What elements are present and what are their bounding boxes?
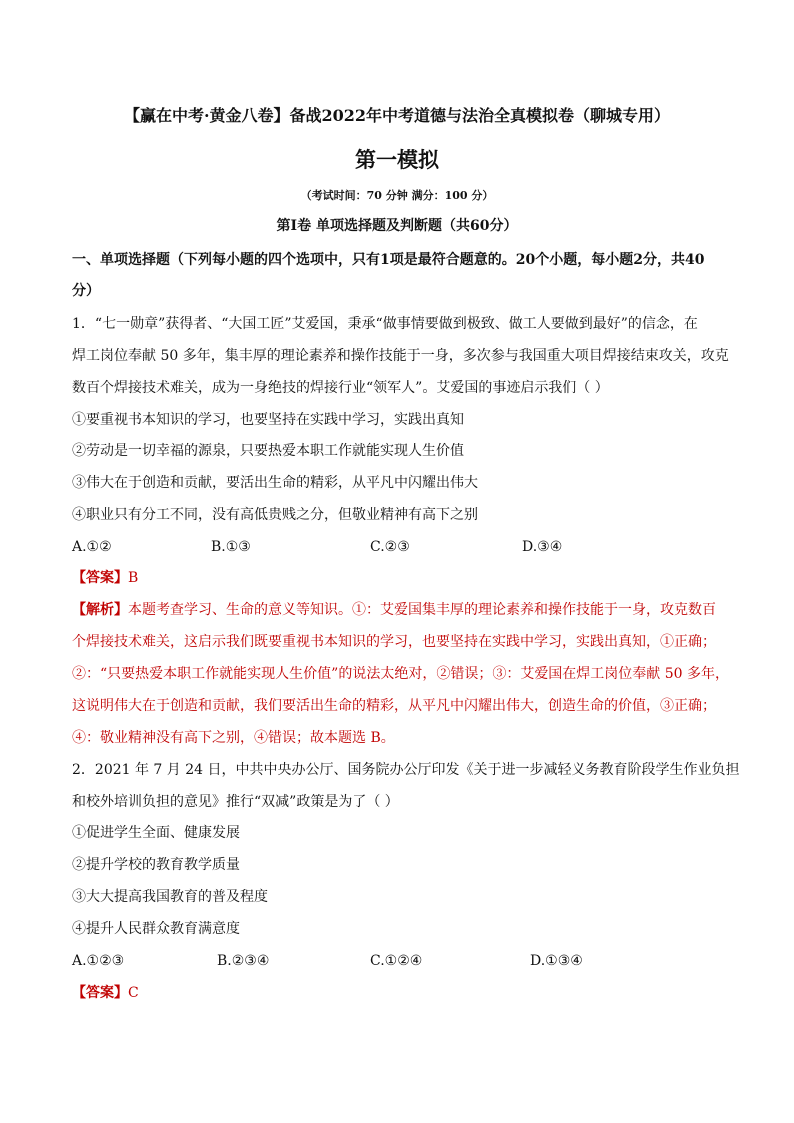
q1-answer-label: 【答案】: [72, 570, 128, 586]
q2-statement-3: ③大大提高我国教育的普及程度: [72, 889, 268, 905]
q2-statement-1: ①促进学生全面、健康发展: [72, 825, 240, 841]
q2-statement-4: ④提升人民群众教育满意度: [72, 921, 240, 937]
paper-subtitle: 第一模拟: [355, 147, 439, 172]
document-title: 【赢在中考·黄金八卷】备战2022年中考道德与法治全真模拟卷（聊城专用）: [123, 106, 671, 125]
q1-statement-3: ③伟大在于创造和贡献，要活出生命的精彩，从平凡中闪耀出伟大: [72, 475, 478, 491]
q2-statement-2: ②提升学校的教育教学质量: [72, 857, 240, 873]
q2-option-b: B.②③④: [217, 953, 270, 969]
q2-answer-label: 【答案】: [72, 985, 128, 1001]
q2-option-d: D.①③④: [530, 953, 583, 969]
q1-stem-line-3: 数百个焊接技术难关，成为一身绝技的焊接行业“领军人”。艾爱国的事迹启示我们（ ）: [72, 380, 609, 396]
q2-answer-value: C: [128, 985, 139, 1001]
q2-option-c: C.①②④: [370, 953, 423, 969]
q2-answer: [72, 983, 139, 1003]
q2-stem-line-1: 2．2021 年 7 月 24 日，中共中央办公厅、国务院办公厅印发《关于进一步减轻义务教育阶段学生作业负担: [72, 762, 740, 778]
q1-option-b: B.①③: [211, 539, 251, 555]
q1-analysis-line-4: 这说明伟大在于创造和贡献，我们要活出生命的精彩，从平凡中闪耀出伟大，创造生命的价值，③正确；: [72, 698, 716, 714]
q2-stem-line-2: 和校外培训负担的意见》推行“双减”政策是为了（ ）: [72, 794, 399, 810]
q1-stem-line-1: 1．“七一勋章”获得者、“大国工匠”艾爱国，秉承“做事情要做到极致、做工人要做到最好”的信念，在: [72, 316, 698, 332]
q1-option-a: A.①②: [72, 539, 112, 555]
q1-analysis-line-5: ④：敬业精神没有高下之别，④错误；故本题选 B。: [72, 730, 395, 746]
q1-statement-2: ②劳动是一切幸福的源泉，只要热爱本职工作就能实现人生价值: [72, 443, 464, 459]
q1-statement-4: ④职业只有分工不同，没有高低贵贱之分，但敬业精神有高下之别: [72, 507, 478, 523]
q1-analysis-line-2: 个焊接技术难关，这启示我们既要重视书本知识的学习，也要坚持在实践中学习，实践出真知，①正确；: [72, 634, 716, 650]
instructions-line-1: 一、单项选择题（下列每小题的四个选项中，只有1项是最符合题意的。20个小题，每小题2分，共40: [72, 252, 705, 268]
q1-analysis-label: 【解析】: [72, 602, 128, 618]
q1-analysis-line-3: ②：“只要热爱本职工作就能实现人生价值”的说法太绝对，②错误；③：艾爱国在焊工岗位奉献 50 多年，: [72, 666, 730, 682]
q1-answer: [72, 568, 138, 588]
exam-info: （考试时间：70 分钟 满分：100 分）: [300, 189, 494, 202]
q1-option-d: D.③④: [522, 539, 563, 555]
q1-analysis-line-1: [72, 600, 716, 620]
q1-option-c: C.②③: [370, 539, 410, 555]
instructions-line-2: 分）: [72, 283, 100, 299]
q2-option-a: A.①②③: [72, 953, 125, 969]
q1-answer-value: B: [128, 570, 139, 586]
q1-stem-line-2: 焊工岗位奉献 50 多年，集丰厚的理论素养和操作技能于一身，多次参与我国重大项目焊接结束攻关，攻克: [72, 348, 729, 364]
q1-statement-1: ①要重视书本知识的学习，也要坚持在实践中学习，实践出真知: [72, 412, 464, 428]
q1-analysis-text-1: 本题考查学习、生命的意义等知识。①：艾爱国集丰厚的理论素养和操作技能于一身，攻克数百: [128, 602, 716, 618]
section-title: 第Ⅰ卷 单项选择题及判断题（共60分）: [276, 218, 518, 234]
